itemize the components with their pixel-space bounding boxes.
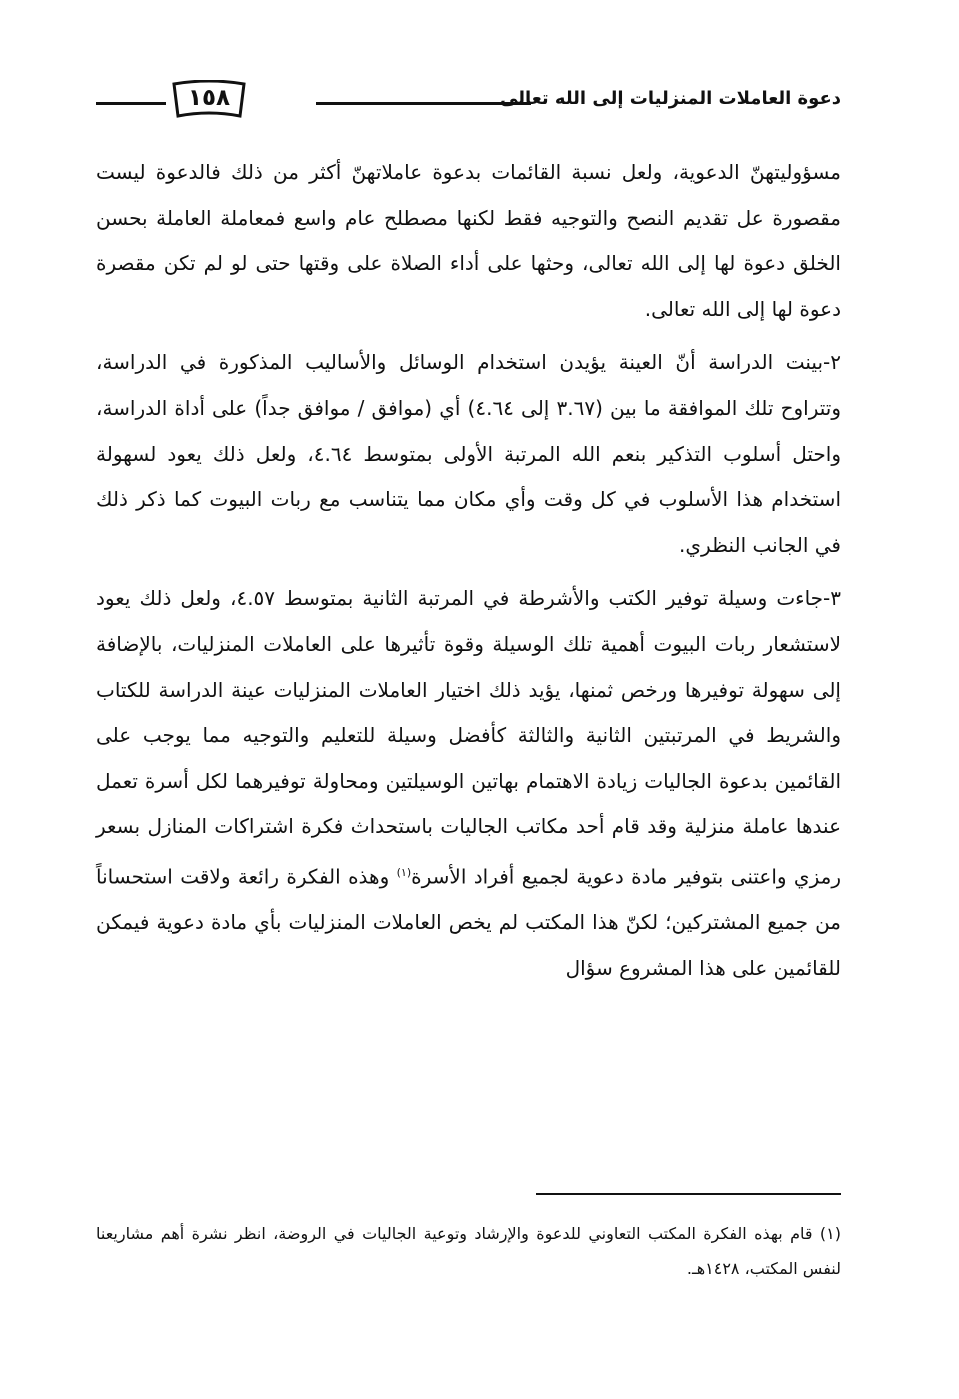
paragraph-3-text-start: ٣-جاءت وسيلة توفير الكتب والأشرطة في المرتبة الثانية بمتوسط ٤.٥٧، ولعل ذلك يعود لاستشعار ربات البيوت أهمية تلك الوسيلة وقوة تأثيرها على العاملات المنزليات، بالإضافة إلى سهولة توفيرها ورخص ثمنها، يؤيد ذلك اختيار العاملات المنزليات عينة الدراسة للكتاب والشريط في المرتبتين الثانية والثالثة كأفضل وسيلة للتعليم والتوجيه مما يوجب على القائمين بدعوة الجاليات زيادة الاهتمام بهاتين الوسيلتين ومحاولة توفيرهما لكل أسرة تعمل عندها عاملة منزلية وقد قام أحد مكاتب الجاليات باستحداث فكرة اشتراكات المنازل بسعر رمزي واعتنى بتوفير مادة دعوية لجميع أفراد الأسرة — [96, 586, 841, 889]
footnotes — [96, 1216, 841, 1286]
header-rule-right — [316, 102, 531, 105]
page-number-badge — [168, 80, 250, 120]
running-header-title: دعوة العاملات المنزليات إلى الله تعالى — [500, 88, 841, 109]
header-rule-left — [96, 102, 166, 105]
paragraph-2: ٢-بينت الدراسة أنّ العينة يؤيدن استخدام الوسائل والأساليب المذكورة في الدراسة، وتتراوح تلك الموافقة ما بين (٣.٦٧ إلى ٤.٦٤) أي (موافق / موافق جداً) على أداة الدراسة، واحتل أسلوب التذكير بنعم الله المرتبة الأولى بمتوسط ٤.٦٤، ولعل ذلك يعود لسهولة استخدام هذا الأسلوب في كل وقت وأي مكان مما يتناسب مع ربات البيوت كما ذكر ذلك في الجانب النظري. — [96, 350, 842, 557]
footnote-1: (١) قام بهذه الفكرة المكتب التعاوني للدعوة والإرشاد وتوعية الجاليات في الروضة، انظر نشرة أهم مشاريعنا لنفس المكتب، ١٤٢٨هـ. — [96, 1224, 841, 1278]
paragraph-3-text-end: وهذه الفكرة رائعة ولاقت استحساناً من جميع المشتركين؛ لكنّ هذا المكتب لم يخص العاملات المنزليات بأي مادة دعوية فيمكن للقائمين على هذا المشروع سؤال — [96, 864, 841, 980]
footnote-reference: (١) — [396, 865, 412, 879]
body-text — [96, 150, 841, 991]
footnote-separator — [536, 1193, 841, 1195]
paragraph-3 — [96, 576, 841, 991]
page-number: ١٥٨ — [187, 85, 231, 111]
paragraph-1: مسؤوليتهنّ الدعوية، ولعل نسبة القائمات بدعوة عاملاتهنّ أكثر من ذلك فالدعوة ليست مقصورة عل تقديم النصح والتوجيه فقط لكنها مصطلح عام واسع فمعاملة العاملة بحسن الخلق دعوة لها إلى الله تعالى، وحثها على أداء الصلاة على وقتها حتى لو لم تكن مقصرة دعوة لها إلى الله تعالى. — [96, 160, 841, 321]
running-header — [96, 78, 841, 126]
